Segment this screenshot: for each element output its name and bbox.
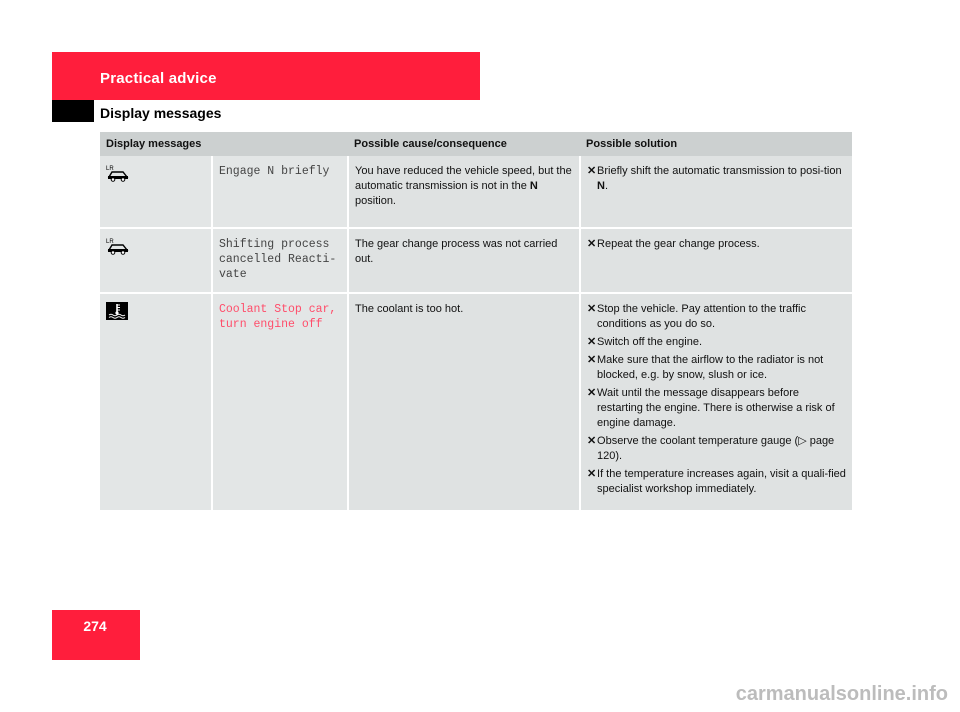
table-row	[100, 293, 852, 510]
solution-list	[587, 302, 846, 497]
gearbox-icon	[106, 237, 205, 255]
svg-text:LR: LR	[106, 166, 114, 172]
solution-cell	[580, 228, 852, 293]
display-message-text: Shifting process cancelled Reacti- vate	[219, 238, 337, 281]
bullet-x-icon: ✕	[587, 387, 597, 399]
icon-cell	[100, 156, 212, 228]
solution-cell	[580, 293, 852, 510]
solution-list	[587, 164, 846, 194]
display-messages-table	[100, 132, 852, 510]
gearbox-icon	[106, 164, 205, 182]
table-header-row	[100, 132, 852, 156]
solution-text: Observe the coolant temperature gauge (▷ page 120).	[597, 435, 835, 462]
solution-text: Switch off the engine.	[597, 336, 702, 348]
icon-cell	[100, 293, 212, 510]
solution-text-end: .	[604, 180, 609, 192]
solution-text: Stop the vehicle. Pay attention to the traffic conditions as you do so.	[597, 303, 806, 330]
display-message-text: Coolant Stop car, turn engine off	[219, 303, 337, 331]
bullet-x-icon: ✕	[587, 468, 597, 480]
solution-item	[587, 335, 846, 350]
bullet-x-icon: ✕	[587, 238, 597, 250]
solution-item	[587, 353, 846, 383]
cause-text: The coolant is too hot.	[355, 303, 464, 315]
page-number: 274	[83, 618, 107, 634]
cause-gear-label: N	[529, 180, 538, 192]
section-tab-marker	[52, 100, 94, 122]
solution-text: If the temperature increases again, visit a quali-fied specialist workshop immediately.	[597, 468, 846, 495]
solution-list	[587, 237, 846, 252]
solution-text: Repeat the gear change process.	[597, 238, 760, 250]
table-row	[100, 228, 852, 293]
bullet-x-icon: ✕	[587, 336, 597, 348]
cause-cell	[348, 156, 580, 228]
message-cell	[212, 156, 348, 228]
cause-text: You have reduced the vehicle speed, but the automatic transmission is not in the	[355, 165, 572, 192]
bullet-x-icon: ✕	[587, 165, 597, 177]
message-cell	[212, 293, 348, 510]
display-message-text: Engage N briefly	[219, 165, 330, 178]
column-header-solution: Possible solution	[580, 132, 852, 156]
cause-text-end: position.	[355, 195, 396, 207]
solution-text: Briefly shift the automatic transmission to posi-tion	[597, 165, 842, 177]
solution-item	[587, 237, 846, 252]
solution-text: Make sure that the airflow to the radiator is not blocked, e.g. by snow, slush or ice.	[597, 354, 824, 381]
cause-text: The gear change process was not carried out.	[355, 238, 558, 265]
section-title: Practical advice	[100, 70, 217, 87]
cause-cell	[348, 228, 580, 293]
bullet-x-icon: ✕	[587, 435, 597, 447]
svg-text:LR: LR	[106, 239, 114, 245]
icon-cell	[100, 228, 212, 293]
coolant-temperature-icon	[106, 302, 205, 320]
bullet-x-icon: ✕	[587, 354, 597, 366]
bullet-x-icon: ✕	[587, 303, 597, 315]
watermark: carmanualsonline.info	[735, 683, 948, 705]
solution-item	[587, 302, 846, 332]
column-header-cause: Possible cause/consequence	[348, 132, 580, 156]
solution-text: Wait until the message disappears before restarting the engine. There is otherwise a risk of engine damage.	[597, 387, 835, 429]
solution-item	[587, 434, 846, 464]
solution-item	[587, 467, 846, 497]
solution-item	[587, 164, 846, 194]
message-cell	[212, 228, 348, 293]
solution-gear-label: N	[597, 180, 605, 192]
solution-item	[587, 386, 846, 431]
cause-cell	[348, 293, 580, 510]
page-subtitle: Display messages	[100, 105, 222, 121]
solution-cell	[580, 156, 852, 228]
table-row	[100, 156, 852, 228]
column-header-display-messages: Display messages	[100, 132, 348, 156]
